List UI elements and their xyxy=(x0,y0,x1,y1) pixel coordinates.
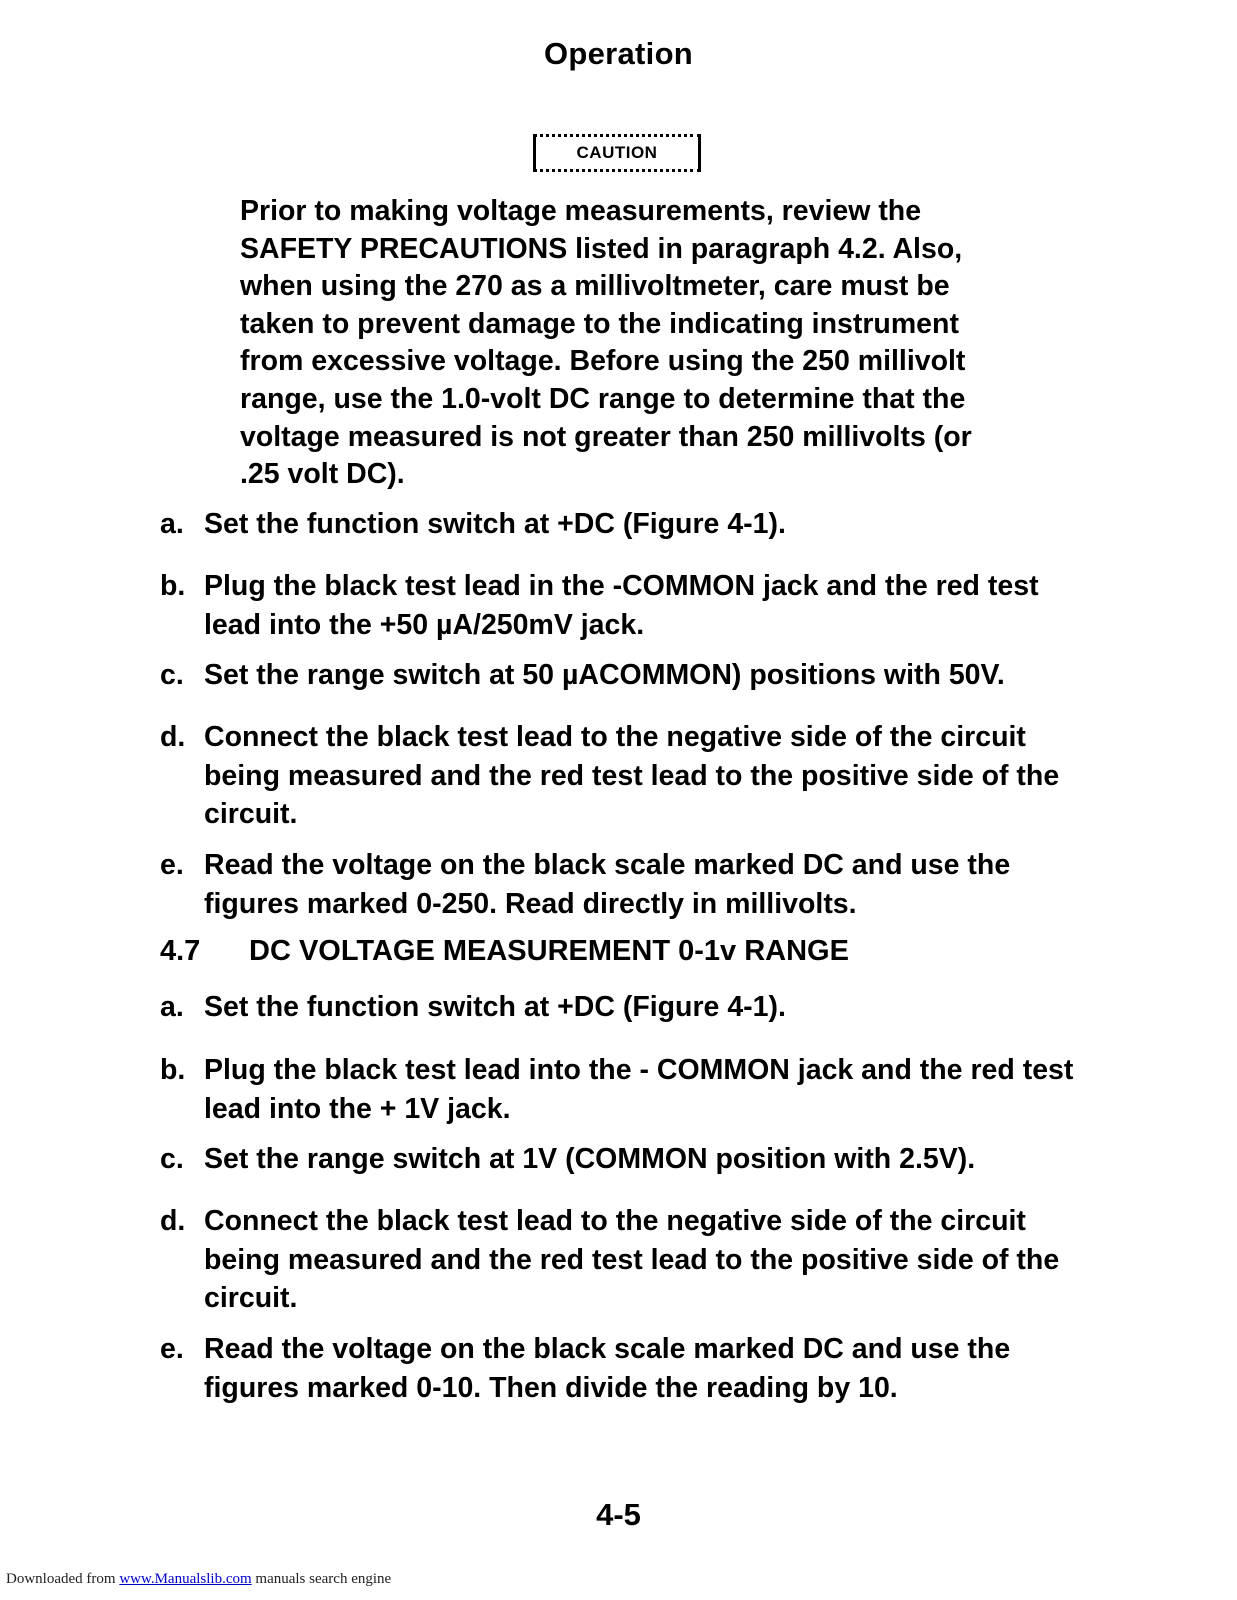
list-item-text: Set the function switch at +DC (Figure 4-1). xyxy=(204,508,786,540)
list-item-letter: a. xyxy=(160,991,184,1023)
list-item-letter: c. xyxy=(160,1143,184,1175)
caution-paragraph: Prior to making voltage measurements, review the SAFETY PRECAUTIONS listed in paragraph 4.2. Also, when using the 270 as a millivoltmeter, care must be taken to prevent damage to the indicating instrument from excessive voltage. Before using the 250 millivolt range, use the 1.0-volt DC range to determine that the voltage measured is not greater than 250 millivolts (or .25 volt DC). xyxy=(240,195,972,491)
list-item xyxy=(160,1330,1080,1407)
list-item-letter: e. xyxy=(160,1333,184,1365)
page-number: 4-5 xyxy=(596,1497,641,1532)
list-item xyxy=(160,988,1080,1027)
list-item-letter: d. xyxy=(160,721,186,753)
page-title: Operation xyxy=(543,36,694,71)
list-item-text: Read the voltage on the black scale marked DC and use the figures marked 0-10. Then divide the reading by 10. xyxy=(204,1333,1011,1404)
caution-box xyxy=(533,134,701,172)
footer xyxy=(6,1571,391,1588)
list-item-letter: d. xyxy=(160,1205,186,1237)
list-item xyxy=(160,846,1080,923)
section-number: 4.7 xyxy=(160,935,201,967)
list-item-letter: e. xyxy=(160,849,184,881)
list-item-text: Connect the black test lead to the negative side of the circuit being measured and the red test lead to the positive side of the circuit. xyxy=(204,721,1060,830)
list-item-text: Plug the black test lead in the -COMMON jack and the red test lead into the +50 µA/250mV jack. xyxy=(204,570,1039,641)
list-item xyxy=(160,567,1080,644)
list-item-text: Plug the black test lead into the - COMMON jack and the red test lead into the + 1V jack. xyxy=(204,1054,1074,1125)
list-item-letter: a. xyxy=(160,508,184,540)
list-item-letter: b. xyxy=(160,1054,186,1086)
list-item-text: Connect the black test lead to the negative side of the circuit being measured and the red test lead to the positive side of the circuit. xyxy=(204,1205,1060,1314)
list-item-text: Set the range switch at 1V (COMMON position with 2.5V). xyxy=(204,1143,976,1175)
caution-label: CAUTION xyxy=(576,143,658,162)
footer-prefix: Downloaded from xyxy=(6,1571,120,1587)
list-item xyxy=(160,1140,1080,1179)
section-title: DC VOLTAGE MEASUREMENT 0-1v RANGE xyxy=(249,935,849,967)
list-item xyxy=(160,1202,1080,1318)
footer-suffix: manuals search engine xyxy=(251,1571,392,1587)
list-item-text: Read the voltage on the black scale marked DC and use the figures marked 0-250. Read directly in millivolts. xyxy=(204,849,1011,920)
manualslib-link[interactable]: www.Manualslib.com xyxy=(119,1571,252,1587)
list-item-text: Set the range switch at 50 µACOMMON) positions with 50V. xyxy=(204,659,1005,691)
list-item xyxy=(160,718,1080,834)
list-item-letter: b. xyxy=(160,570,186,602)
list-item xyxy=(160,505,1080,544)
list-item-letter: c. xyxy=(160,659,184,691)
list-item-text: Set the function switch at +DC (Figure 4-1). xyxy=(204,991,786,1023)
list-item xyxy=(160,656,1080,695)
list-item xyxy=(160,1051,1080,1128)
